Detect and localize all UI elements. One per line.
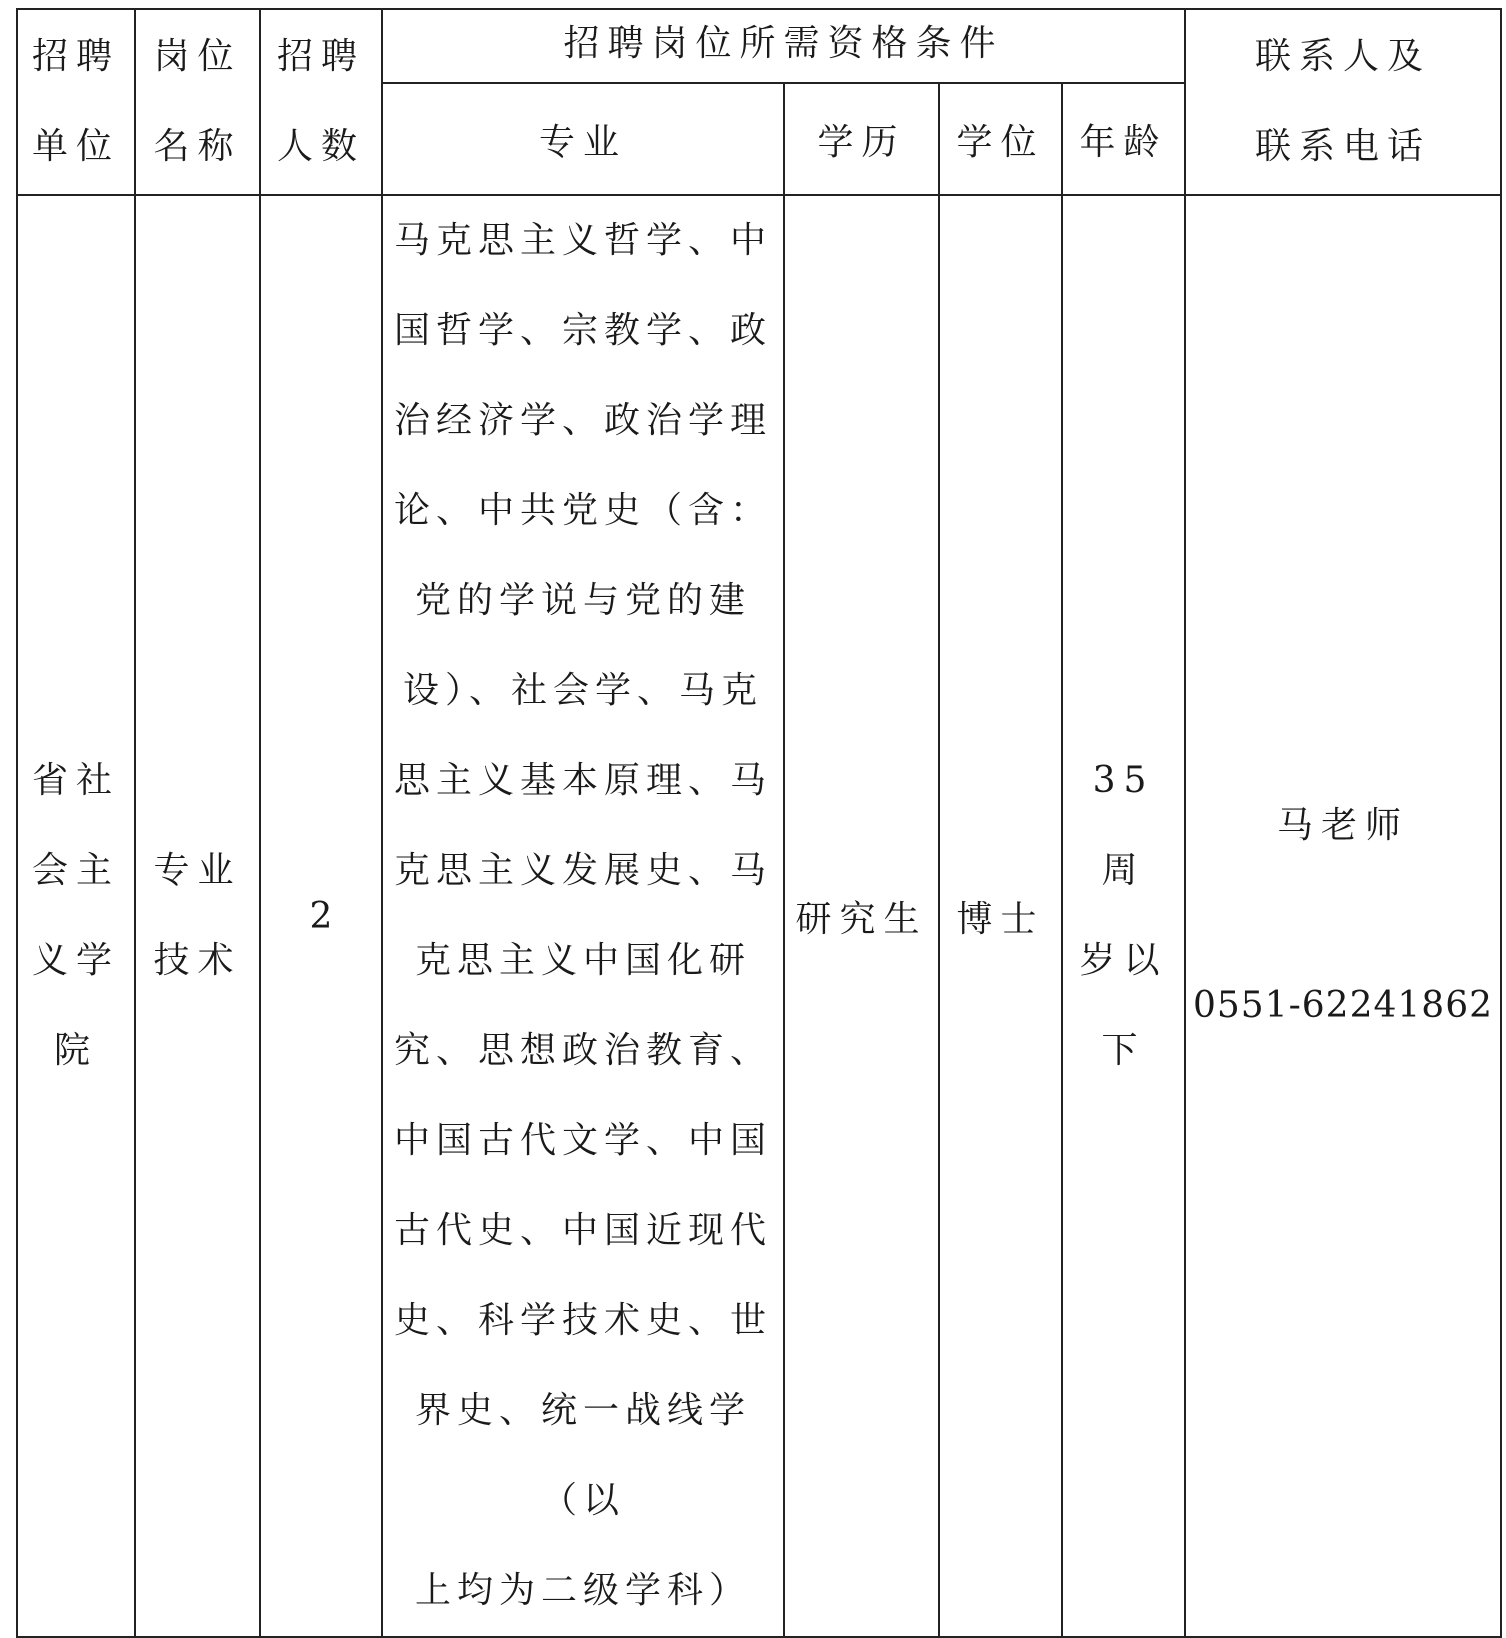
education-cell [784,195,939,1637]
contact-phone: 0551-62241862 [1193,985,1494,1026]
header-age: 年龄 [1079,121,1168,163]
contact-block [1193,691,1493,1141]
age-value: 35 周 岁以 下 [1079,760,1168,1071]
header-age-cell [1062,83,1185,195]
major-cell [382,195,784,1637]
header-count: 招聘 人数 [276,36,365,167]
header-education: 学历 [817,121,906,163]
unit-value: 省社 会主 义学 院 [31,760,120,1071]
contact-cell [1185,195,1501,1637]
header-qualifications-group-cell [382,9,1185,83]
table-row [17,195,1501,1637]
post-cell [135,195,260,1637]
degree-value: 博士 [956,898,1045,940]
header-degree-cell [939,83,1062,195]
recruitment-table [16,8,1502,1638]
post-value: 专业 技术 [153,850,242,981]
header-degree: 学位 [956,121,1045,163]
degree-cell [939,195,1062,1637]
header-post-cell [135,9,260,195]
header-unit-cell [17,9,135,195]
header-major-cell [382,83,784,195]
major-value: 马克思主义哲学、中 国哲学、宗教学、政 治经济学、政治学理 论、中共党史（含： 党的学说与党的建 设）、社会学、马克 思主义基本原理、马 克思主义发展史、马 克思主义中国化研 究、思想政治教育、 中国古代文学、中国 古代史、中国近现代 史、科学技术史、世 界史、统一战线学（以 上均为二级学科） [393,220,772,1611]
contact-name: 马老师 [1277,805,1410,846]
header-qualifications-group: 招聘岗位所需资格条件 [563,22,1004,64]
header-contact-cell [1185,9,1501,195]
unit-cell [17,195,135,1637]
education-value: 研究生 [795,898,928,940]
header-row-top [17,9,1501,83]
age-cell [1062,195,1185,1637]
count-cell [260,195,382,1637]
header-post: 岗位 名称 [153,36,242,167]
header-contact: 联系人及 联系电话 [1255,36,1432,167]
header-major: 专业 [538,121,627,163]
header-count-cell [260,9,382,195]
header-unit: 招聘 单位 [31,36,120,167]
header-education-cell [784,83,939,195]
count-value: 2 [309,895,333,937]
